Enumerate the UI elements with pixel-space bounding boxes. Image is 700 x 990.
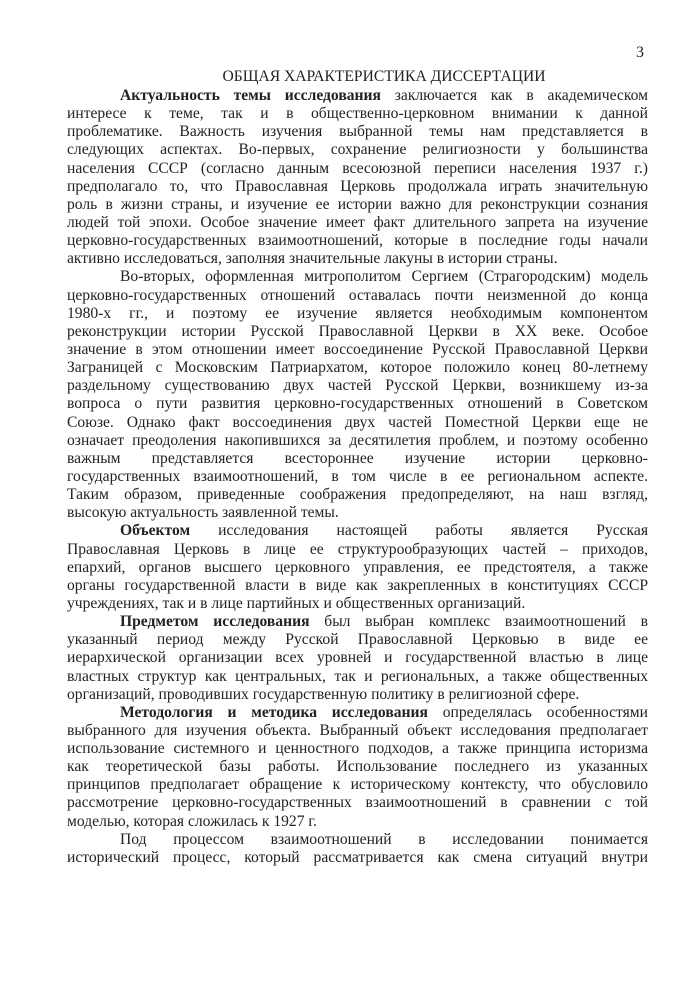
- text-line: вопроса о пути развития церковно-государственных отношений в Советском: [67, 395, 648, 413]
- bold-term: Объектом: [120, 522, 191, 540]
- text-line: использование системного и ценностного подходов, а также принципа историзма: [67, 740, 648, 758]
- bold-term: Методология и методика исследования: [120, 703, 428, 721]
- text-line: органы государственной власти в виде как закрепленных в конституциях СССР: [67, 576, 648, 594]
- paragraph: [67, 831, 648, 867]
- text-line: людей той эпохи. Особое значение имеет факт длительного запрета на изучение: [67, 213, 648, 231]
- text-line: интересе к теме, так и в общественно-церковном внимании к данной: [67, 105, 648, 123]
- text-line: епархий, органов высшего церковного управления, ее предстоятеля, а также: [67, 558, 648, 576]
- text-line: организаций, проводивших государственную политику в религиозной сфере.: [67, 685, 580, 703]
- text-line: высокую актуальность заявленной темы.: [67, 504, 339, 522]
- text-line: государственных взаимоотношений, в том числе в ее региональном аспекте.: [67, 467, 648, 485]
- text-line: важным представляется всестороннее изучение истории церковно-: [67, 449, 648, 467]
- text-line: Таким образом, приведенные соображения предопределяют, на наш взгляд,: [67, 486, 648, 504]
- text-line: Под процессом взаимоотношений в исследовании понимается: [120, 830, 648, 848]
- text-line: иерархической организации всех уровней и государственной властью в лице: [67, 649, 648, 667]
- paragraph: [67, 704, 648, 831]
- text-line: значение в этом отношении имеет воссоединение Русской Православной Церкви: [67, 340, 648, 358]
- text-line: Союзе. Однако факт воссоединения двух частей Поместной Церкви еще не: [67, 413, 648, 431]
- text-line: Во-вторых, оформленная митрополитом Сергием (Страгородским) модель: [120, 268, 648, 286]
- text-line: роль в жизни страны, и изучение ее истории важно для реконструкции сознания: [67, 195, 648, 213]
- text-line: как теоретической базы работы. Использование последнего из указанных: [67, 758, 648, 776]
- text-line: означает преодоления накопившихся за десятилетия проблем, и поэтому особенно: [67, 431, 648, 449]
- text-line: Актуальность темы исследования заключается как в академическом: [120, 87, 648, 104]
- text-line: предполагало то, что Православная Церковь продолжала играть значительную: [67, 177, 648, 195]
- text-line: церковно-государственных отношений оставалась почти неизменной до конца: [67, 286, 648, 304]
- text-line: проблематике. Важность изучения выбранной темы нам представляется в: [67, 123, 648, 141]
- text-line: Методология и методика исследования определялась особенностями: [120, 703, 648, 721]
- bold-term: Актуальность темы исследования: [120, 87, 381, 104]
- text-line: раздельному существованию двух частей Русской Церкви, возникшему из-за: [67, 377, 648, 395]
- text-line: рассмотрение церковно-государственных взаимоотношений в сравнении с той: [67, 794, 648, 812]
- text-line: указанный период между Русской Православной Церковью в виде ее: [67, 631, 648, 649]
- paragraph: [67, 268, 648, 522]
- paragraph: [67, 613, 648, 704]
- page-number: 3: [636, 44, 644, 61]
- text-line: Объектом исследования настоящей работы является Русская: [120, 522, 648, 540]
- text-line: населения СССР (согласно данным всесоюзной переписи населения 1937 г.): [67, 159, 648, 177]
- text-line: Заграницей с Московским Патриархатом, которое положило конец 80-летнему: [67, 359, 648, 377]
- text-line: учреждениях, так и в лице партийных и общественных организаций.: [67, 594, 526, 612]
- text-line: исторический процесс, который рассматривается как смена ситуаций внутри: [67, 848, 648, 866]
- text-line: следующих аспектах. Во-первых, сохранение религиозности у большинства: [67, 141, 648, 159]
- text-line: активно исследоваться, заполняя значительные лакуны в истории страны.: [67, 250, 558, 268]
- text-line: принципов предполагает обращение к историческому контексту, что обусловило: [67, 776, 648, 794]
- text-line: реконструкции истории Русской Православной Церкви в XX веке. Особое: [67, 322, 648, 340]
- text-line: властных структур как центральных, так и региональных, а также общественных: [67, 667, 648, 685]
- text-line: Предметом исследования был выбран комплекс взаимоотношений в: [120, 613, 648, 631]
- paragraph: [67, 522, 648, 613]
- text-line: церковно-государственных взаимоотношений, которые в последние годы начали: [67, 232, 648, 250]
- text-line: 1980-х гг., и поэтому ее изучение является необходимым компонентом: [67, 304, 648, 322]
- text-line: Православная Церковь в лице ее структурообразующих частей – приходов,: [67, 540, 648, 558]
- paragraph: [67, 87, 648, 268]
- section-title: ОБЩАЯ ХАРАКТЕРИСТИКА ДИССЕРТАЦИИ: [222, 68, 546, 85]
- text-line: выбранного для изучения объекта. Выбранный объект исследования предполагает: [67, 721, 648, 739]
- text-line: моделью, которая сложилась к 1927 г.: [67, 812, 317, 830]
- document-body: [67, 87, 648, 867]
- bold-term: Предметом исследования: [120, 613, 310, 631]
